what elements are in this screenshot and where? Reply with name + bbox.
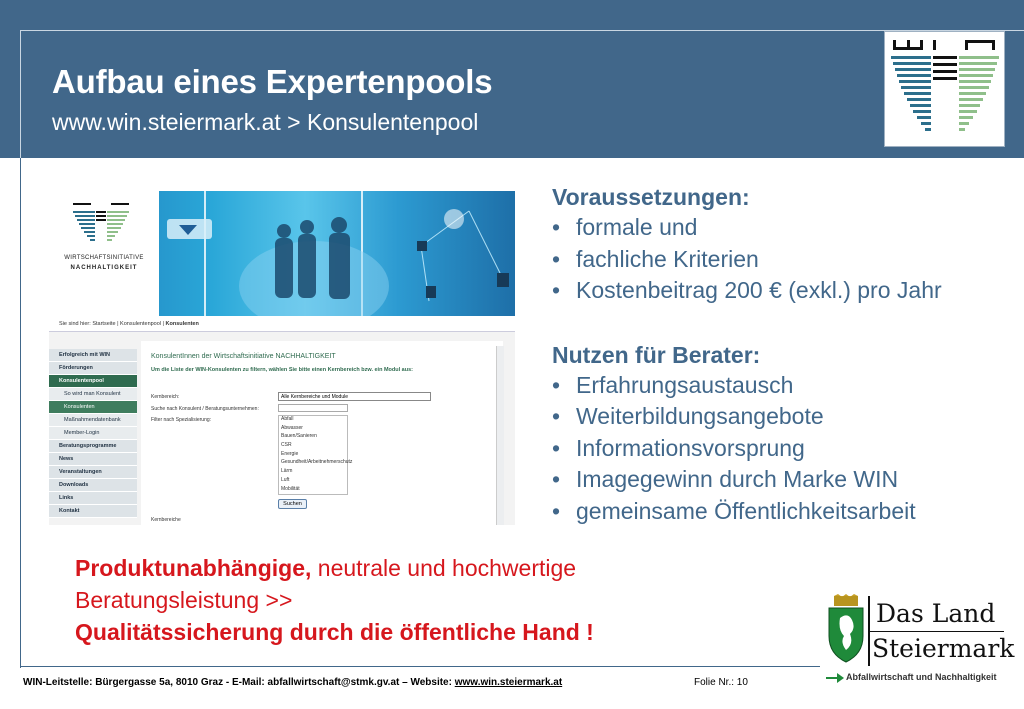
sidebar-item[interactable]: Downloads (49, 479, 137, 492)
breadcrumb (49, 316, 515, 332)
sidebar-item[interactable]: Erfolgreich mit WIN (49, 349, 137, 362)
list-item (552, 275, 1012, 307)
page-subtitle: www.win.steiermark.at > Konsulentenpool (52, 109, 479, 135)
breadcrumb-path[interactable]: Startseite | Konsulentenpool | (92, 321, 166, 327)
bullet: • (552, 277, 561, 303)
breadcrumb-prefix: Sie sind hier: (59, 321, 93, 327)
sidebar-item[interactable]: Veranstaltungen (49, 466, 137, 479)
list-item-text: Erfahrungsaustausch (576, 371, 794, 398)
list-item (552, 370, 1012, 402)
list-item (552, 496, 1012, 528)
specialization-option[interactable]: Gesundheit/Arbeitnehmerschutz (281, 459, 353, 466)
breadcrumb-current: Konsulenten (165, 321, 199, 327)
statement-line3: Qualitätssicherung durch die öffentliche Hand ! (75, 619, 594, 645)
bullet: • (552, 434, 561, 461)
sidebar-item[interactable]: Kontakt (49, 505, 137, 518)
website-sidebar (49, 349, 137, 518)
footer-website-link[interactable]: www.win.steiermark.at (454, 677, 563, 688)
list-item-text: formale und (576, 214, 698, 240)
logo-divider (868, 631, 1004, 632)
kernbereiche-label: Kernbereiche (151, 517, 181, 523)
sidebar-subitem[interactable]: Member-Login (49, 427, 137, 440)
website-logo-text: WIRTSCHAFTSINITIATIVE (64, 255, 144, 261)
win-logo (884, 31, 1005, 147)
statement-bold: Produktunabhängige, (75, 555, 312, 581)
website-content (141, 341, 503, 525)
bullet: • (552, 214, 561, 240)
sidebar-item-selected[interactable]: Konsulentenpool (49, 375, 137, 388)
sidebar-subitem[interactable]: So wird man Konsulent (49, 388, 137, 401)
search-input[interactable] (278, 404, 348, 412)
sidebar-item[interactable]: Beratungsprogramme (49, 440, 137, 453)
website-scrollbar[interactable] (496, 346, 504, 525)
coat-of-arms-icon (826, 594, 866, 664)
list-item-text: Weiterbildungsangebote (576, 403, 824, 429)
footer-contact (23, 677, 562, 688)
bullet: • (552, 497, 561, 524)
specialization-option[interactable]: Energie (281, 450, 299, 457)
kernbereich-label: Kernbereich: (151, 394, 180, 400)
land-steiermark-logo (824, 594, 1015, 694)
bullet: • (552, 371, 561, 398)
requirements-heading: Voraussetzungen: (552, 184, 750, 210)
sidebar-item[interactable]: Förderungen (49, 362, 137, 375)
list-item-text: Imagegewinn durch Marke WIN (576, 466, 899, 492)
specialization-list[interactable] (278, 415, 353, 495)
content-heading: KonsulentInnen der Wirtschaftsinitiative NACHHALTIGKEIT (151, 353, 336, 360)
filter-label: Filter nach Spezialisierung: (151, 417, 212, 423)
bullet: • (552, 403, 561, 429)
list-item (552, 212, 1012, 244)
specialization-option[interactable]: CSR (281, 442, 292, 449)
land-logo-subtitle: Abfallwirtschaft und Nachhaltigkeit (846, 672, 997, 682)
search-button[interactable]: Suchen (278, 499, 307, 509)
list-item-text: Kostenbeitrag 200 € (exkl.) pro Jahr (576, 277, 942, 303)
website-banner (49, 191, 515, 316)
bullet: • (552, 466, 561, 492)
list-item (552, 433, 1012, 465)
specialization-option[interactable]: Abfall (281, 416, 294, 422)
benefits-column (552, 182, 1012, 527)
list-item-text: fachliche Kriterien (576, 245, 759, 272)
website-logo-text: NACHHALTIGKEIT (70, 265, 138, 271)
sidebar-item[interactable]: Links (49, 492, 137, 505)
specialization-option[interactable]: Bauen/Sanieren (281, 433, 317, 440)
bottom-rule (20, 666, 820, 667)
quality-statement (75, 552, 594, 648)
list-item (552, 401, 1012, 433)
title-header (0, 0, 1024, 158)
sidebar-item[interactable]: News (49, 453, 137, 466)
specialization-option[interactable]: Mobilität (281, 485, 300, 492)
content-intro: Um die Liste der WIN-Konsulenten zu filtern, wählen Sie bitte einen Kernbereich bzw. ein Modul aus: (151, 367, 413, 373)
website-logo-panel (49, 191, 159, 316)
list-item-text: Informationsvorsprung (576, 434, 805, 461)
arrow-icon (826, 673, 844, 683)
win-logo-icon (885, 32, 1004, 146)
specialization-option[interactable]: Abwasser (281, 424, 303, 431)
bullet: • (552, 245, 561, 272)
left-rule (20, 158, 21, 668)
benefits-heading: Nutzen für Berater: (552, 341, 761, 368)
list-item (552, 244, 1012, 276)
list-item (552, 464, 1012, 496)
footer-text: WIN-Leitstelle: Bürgergasse 5a, 8010 Graz - E-Mail: abfallwirtschaft@stmk.gv.at – Website: (23, 677, 455, 688)
website-screenshot (49, 191, 515, 525)
sidebar-subitem[interactable]: Maßnahmendatenbank (49, 414, 137, 427)
kernbereich-select[interactable]: Alle Kernbereiche und Module (278, 392, 431, 401)
statement-line2: Beratungsleistung >> (75, 587, 293, 613)
specialization-option[interactable]: Lärm (281, 468, 293, 475)
win-small-logo-icon (71, 201, 131, 251)
page-title: Aufbau eines Expertenpools (52, 63, 493, 100)
statement-text: neutrale und hochwertige (311, 555, 577, 581)
specialization-option[interactable]: Luft (281, 476, 290, 483)
list-item-text: gemeinsame Öffentlichkeitsarbeit (576, 497, 916, 524)
slide-number: Folie Nr.: 10 (694, 677, 748, 688)
sidebar-subitem-selected[interactable]: Konsulenten (49, 401, 137, 414)
land-logo-line1: Das Land (876, 599, 996, 628)
search-label: Suche nach Konsulent / Beratungsunternehmen: (151, 406, 259, 412)
land-logo-line2: Steiermark (872, 634, 1015, 663)
